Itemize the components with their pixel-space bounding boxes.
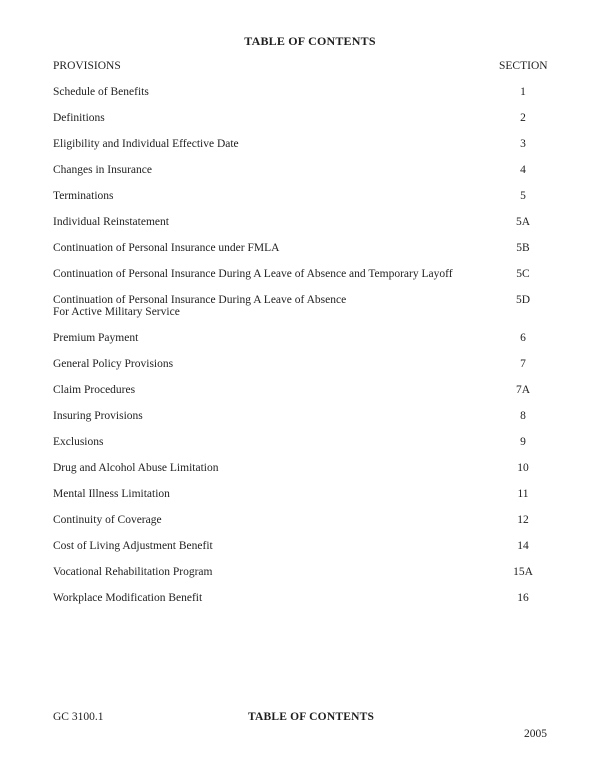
entry-label-block xyxy=(53,566,499,578)
entry-label: Eligibility and Individual Effective Date xyxy=(53,138,239,150)
entry-section: 16 xyxy=(517,592,529,604)
entry-label-block xyxy=(53,384,499,396)
toc-entry-row xyxy=(53,384,547,396)
toc-entry-row xyxy=(53,488,547,500)
entry-section: 8 xyxy=(520,410,526,422)
entry-label-block xyxy=(53,216,499,228)
entry-label: Continuation of Personal Insurance During A Leave of Absence and Temporary Layoff xyxy=(53,268,453,280)
entry-label: Mental Illness Limitation xyxy=(53,488,170,500)
entry-label: Definitions xyxy=(53,112,105,124)
entry-label-block xyxy=(53,540,499,552)
entry-section: 15A xyxy=(513,566,533,578)
entry-label-block xyxy=(53,514,499,526)
entry-label: Continuity of Coverage xyxy=(53,514,162,526)
toc-entry-row xyxy=(53,112,547,124)
entry-section: 4 xyxy=(520,164,526,176)
page-title-row xyxy=(0,0,600,47)
entry-section: 10 xyxy=(517,462,529,474)
page-footer xyxy=(53,711,547,740)
entry-label: Drug and Alcohol Abuse Limitation xyxy=(53,462,219,474)
toc-entry-row xyxy=(53,462,547,474)
entry-label: Cost of Living Adjustment Benefit xyxy=(53,540,213,552)
footer-title: TABLE OF CONTENTS xyxy=(247,711,375,723)
toc-entry-row xyxy=(53,216,547,228)
entry-section: 9 xyxy=(520,436,526,448)
toc-entry-row xyxy=(53,592,547,604)
entry-label-block xyxy=(53,436,499,448)
entry-section: 6 xyxy=(520,332,526,344)
toc-entry-row xyxy=(53,358,547,370)
entry-label: Vocational Rehabilitation Program xyxy=(53,566,213,578)
toc-entry-row xyxy=(53,190,547,202)
entry-section: 7A xyxy=(515,384,531,396)
entry-section: 7 xyxy=(520,358,526,370)
entry-label-block xyxy=(53,410,499,422)
toc-entry-row xyxy=(53,436,547,448)
toc-entries xyxy=(53,86,547,604)
entry-label: General Policy Provisions xyxy=(53,358,174,370)
toc-entry-row xyxy=(53,332,547,344)
entry-section: 5D xyxy=(515,294,531,306)
page-title: TABLE OF CONTENTS xyxy=(244,34,376,48)
entry-section: 2 xyxy=(520,112,526,124)
entry-label: Continuation of Personal Insurance under FMLA xyxy=(53,242,280,254)
toc-entry-row xyxy=(53,294,547,318)
entry-section: 11 xyxy=(517,488,529,500)
toc-entry-row xyxy=(53,514,547,526)
entry-label-block xyxy=(53,268,499,280)
entry-label: Continuation of Personal Insurance During A Leave of Absence xyxy=(53,294,347,306)
entry-label-block xyxy=(53,86,499,98)
entry-label: Schedule of Benefits xyxy=(53,86,149,98)
entry-label-block xyxy=(53,138,499,150)
entry-label-block xyxy=(53,112,499,124)
toc-entry-row xyxy=(53,540,547,552)
entry-section: 5A xyxy=(515,216,531,228)
entry-label-block xyxy=(53,294,499,318)
entry-section: 3 xyxy=(520,138,526,150)
entry-section: 1 xyxy=(520,86,526,98)
entry-label-block xyxy=(53,164,499,176)
footer-year: 2005 xyxy=(524,728,547,740)
toc-entry-row xyxy=(53,164,547,176)
entry-label: Workplace Modification Benefit xyxy=(53,592,203,604)
entry-section: 5 xyxy=(520,190,526,202)
entry-label-block xyxy=(53,242,499,254)
form-number: GC 3100.1 xyxy=(53,711,104,723)
entry-label-block xyxy=(53,358,499,370)
toc-entry-row xyxy=(53,138,547,150)
entry-section: 14 xyxy=(517,540,529,552)
entry-label: Claim Procedures xyxy=(53,384,136,396)
section-column-header: SECTION xyxy=(499,60,548,72)
entry-label: Premium Payment xyxy=(53,332,139,344)
entry-label: Insuring Provisions xyxy=(53,410,143,422)
entry-label-block xyxy=(53,488,499,500)
toc-entry-row xyxy=(53,410,547,422)
entry-section: 5B xyxy=(516,242,530,254)
entry-label-block xyxy=(53,190,499,202)
toc-entry-row xyxy=(53,242,547,254)
entry-section: 12 xyxy=(517,514,529,526)
entry-label-block xyxy=(53,592,499,604)
entry-label: Terminations xyxy=(53,190,114,202)
entry-label-block xyxy=(53,462,499,474)
footer-line xyxy=(53,711,547,723)
entry-section: 5C xyxy=(516,268,530,280)
toc-entry-row xyxy=(53,86,547,98)
entry-label: Individual Reinstatement xyxy=(53,216,169,228)
entry-label: Exclusions xyxy=(53,436,104,448)
entry-label-block xyxy=(53,332,499,344)
column-headers xyxy=(53,60,547,72)
provisions-column-header: PROVISIONS xyxy=(53,60,121,72)
toc-entry-row xyxy=(53,268,547,280)
entry-label-line2: For Active Military Service xyxy=(53,306,180,318)
toc-entry-row xyxy=(53,566,547,578)
entry-label: Changes in Insurance xyxy=(53,164,152,176)
